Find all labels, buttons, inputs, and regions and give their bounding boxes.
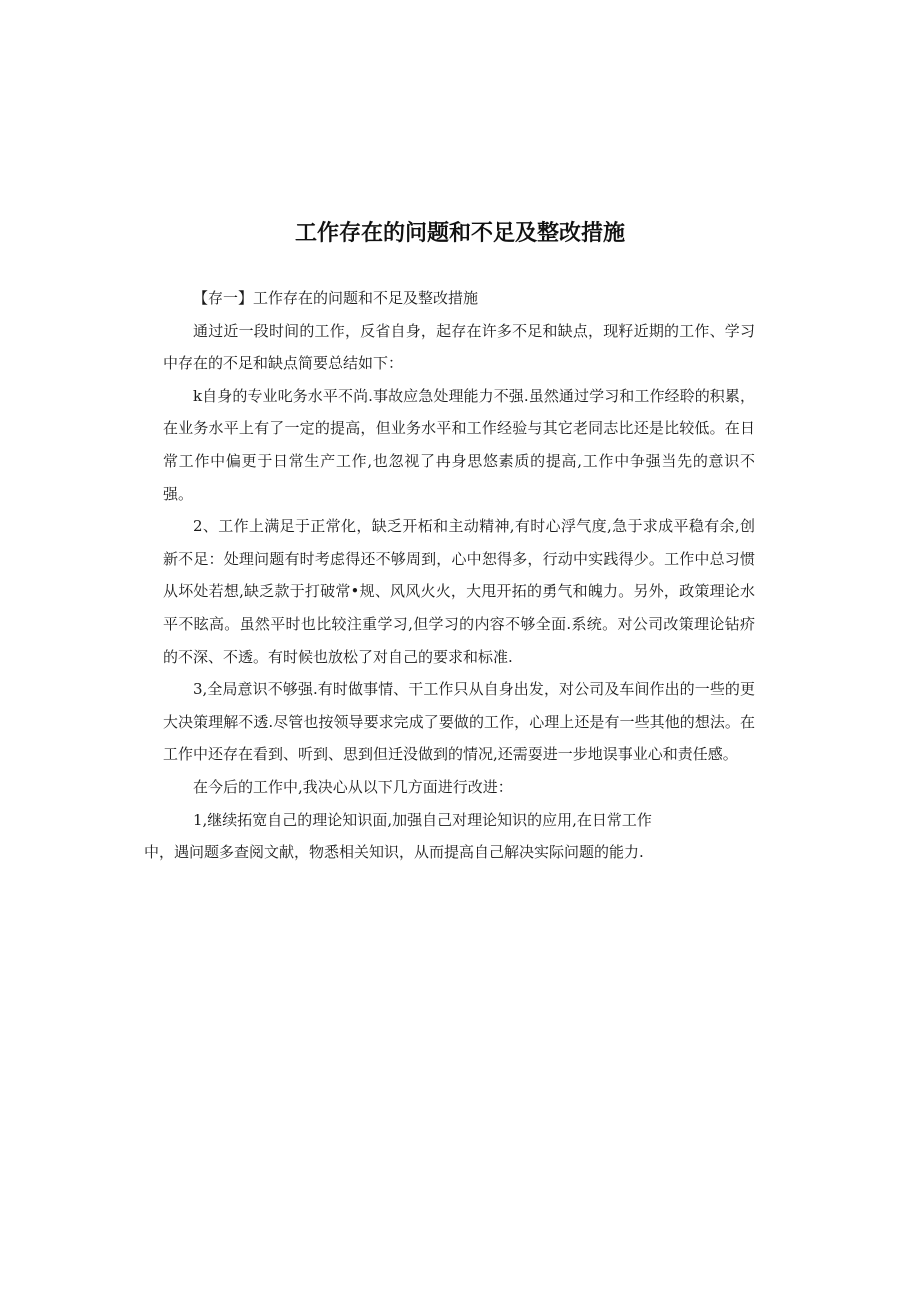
- improvement-intro-paragraph: 在今后的工作中,我决心从以下几方面进行改进：: [193, 777, 513, 796]
- point-2-paragraph: 2、工作上满足于正常化，缺乏开柘和主动精神,有时心浮气度,急于求成平稳有余,创新不足：处理问题有时考虑得还不够周到，心中恕得多，行动中实践得少。工作中总习惯从坏处若想,缺乏款于打破常•规、风风火火，大甩开拓的勇气和魄力。另外，政策理论水平不眩高。虽然平时也比较注重学习,但学习的内容不够全面.系统。对公司改策理论钻疥的不深、不透。有时候也放松了对自己的要求和标准.: [163, 517, 755, 666]
- intro-paragraph: 通过近一段时间的工作，反省自身，起存在许多不足和缺点，现籽近期的工作、学习中存在的不足和缺点简要总结如下：: [163, 321, 755, 373]
- point-1-paragraph: k自身的专业叱务水平不尚.事故应急处理能力不强.虽然通过学习和工作经聆的积累，在业务水平上有了一定的提高，但业务水平和工作经验与其它老同志比还是比较低。在日常工作中偏更于日常生产工作,也忽视了冉身思悠素质的提高,工作中争强当先的意识不强。: [163, 386, 755, 503]
- improvement-1-line-2: 中，遇问题多查阅文献，物悉相关知识，从而提高自己解决实际问题的能力.: [144, 843, 644, 862]
- section-heading: 【存一】工作存在的问题和不足及整改措施: [193, 289, 479, 307]
- document-body: [144, 282, 755, 869]
- document-title: 工作存在的问题和不足及整改措施: [294, 221, 625, 246]
- improvement-1-line-1: 1,继续拓宽自己的理论知识面,加强自己对理论知识的应用,在日常工作: [193, 810, 652, 829]
- improvement-1-paragraph: [144, 804, 755, 869]
- point-3-paragraph: 3,全局意识不够强.有时做事情、干工作只从自身出发，对公司及车间作出的一些的更大决策理解不透.尽管也按领导要求完成了要做的工作，心理上还是有一些其他的想法。在工作中还存在看到、听到、思到但迁没做到的情况,还需耍进一步地误事业心和责任感。: [163, 680, 755, 764]
